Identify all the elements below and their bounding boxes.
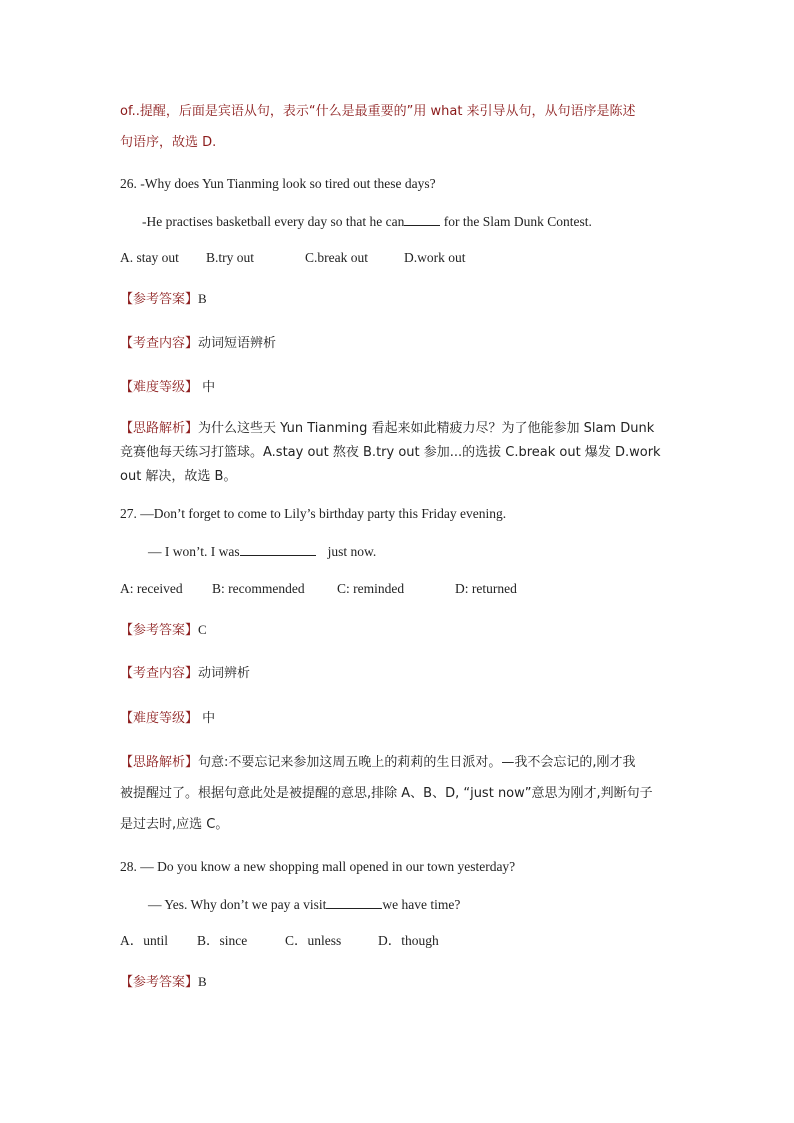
- q26-options: [120, 248, 466, 268]
- q27-blank: [240, 541, 316, 556]
- q27-level: [120, 709, 215, 729]
- q28-question: 28. — Do you know a new shopping mall opened in our town yesterday?: [120, 859, 516, 874]
- q26-level: [120, 378, 215, 398]
- analysis-label: 【思路解析】: [120, 755, 199, 770]
- q26-option-b: B.try out: [206, 250, 255, 265]
- q27-reply: [148, 541, 376, 562]
- q28-options: [120, 931, 439, 951]
- answer-label: 【参考答案】: [120, 975, 199, 990]
- level-value: 中: [198, 380, 216, 395]
- q26-analysis-3: out 解决，故选 B。: [120, 469, 237, 484]
- q28-option-b: B．since: [197, 933, 248, 948]
- level-label: 【难度等级】: [120, 380, 199, 395]
- q26-option-c: C.break out: [305, 250, 368, 265]
- answer-value: C: [198, 622, 207, 637]
- q27-reply-pre: — I won’t. I was: [148, 544, 240, 559]
- intro-line-1: [120, 102, 636, 122]
- q27-option-c: C: reminded: [337, 581, 405, 596]
- topic-value: 动词短语辨析: [198, 336, 277, 351]
- q27-option-b: B: recommended: [212, 581, 305, 596]
- q28-option-d: D．though: [378, 933, 439, 948]
- q26-option-a: A. stay out: [120, 250, 179, 265]
- q27-topic: [120, 664, 250, 684]
- analysis-text: 为什么这些天 Yun Tianming 看起来如此精疲力尽？为了他能参加 Slam Dunk: [198, 421, 655, 436]
- q27-option-a: A: received: [120, 581, 183, 596]
- answer-label: 【参考答案】: [120, 292, 199, 307]
- intro-text-post: 用 what 来引导从句，从句语序是陈述: [413, 104, 636, 119]
- q28-option-a: A．until: [120, 933, 169, 948]
- q27-option-d: D: returned: [455, 581, 517, 596]
- answer-label: 【参考答案】: [120, 623, 199, 638]
- q26-reply-post: for the Slam Dunk Contest.: [440, 214, 592, 229]
- answer-value: B: [198, 291, 207, 306]
- topic-value: 动词辨析: [198, 666, 251, 681]
- topic-label: 【考查内容】: [120, 336, 199, 351]
- analysis-label: 【思路解析】: [120, 421, 199, 436]
- q27-question: 27. —Don’t forget to come to Lily’s birthday party this Friday evening.: [120, 506, 507, 521]
- q28-reply-pre: — Yes. Why don’t we pay a visit: [148, 897, 327, 912]
- q26-reply: [142, 211, 592, 232]
- q27-answer: [120, 620, 207, 641]
- q27-analysis-2: 被提醒过了。根据句意此处是被提醒的意思,排除 A、B、D, “just now”意思为刚才,判断句子: [120, 786, 653, 801]
- q26-option-d: D.work out: [404, 250, 466, 265]
- q27-analysis-3: 是过去时,应选 C。: [120, 817, 229, 832]
- q28-blank: [326, 894, 382, 909]
- q26-question: 26. -Why does Yun Tianming look so tired out these days?: [120, 176, 436, 191]
- q26-answer: [120, 289, 207, 310]
- q26-analysis-2: 竞赛他每天练习打篮球。A.stay out 熬夜 B.try out 参加...的选拔 C.break out 爆发 D.work: [120, 445, 661, 460]
- q28-reply: [148, 894, 460, 915]
- q26-topic: [120, 334, 276, 354]
- q27-reply-post: just now.: [327, 544, 377, 559]
- q27-analysis-1: [120, 753, 636, 773]
- level-label: 【难度等级】: [120, 711, 199, 726]
- q28-reply-post: we have time?: [382, 897, 461, 912]
- topic-label: 【考查内容】: [120, 666, 199, 681]
- analysis-text: 句意:不要忘记来参加这周五晚上的莉莉的生日派对。—我不会忘记的,刚才我: [198, 755, 636, 770]
- intro-quote: “什么是最重要的”: [308, 104, 414, 119]
- intro-text: of..提醒，后面是宾语从句，表示: [120, 104, 309, 119]
- q26-analysis-1: [120, 419, 654, 439]
- intro-line-2: 句语序，故选 D.: [120, 135, 217, 150]
- q28-answer: [120, 972, 207, 993]
- level-value: 中: [198, 711, 216, 726]
- q27-options: [120, 579, 517, 599]
- answer-value: B: [198, 974, 207, 989]
- q26-blank: [404, 211, 440, 226]
- q28-option-c: C．unless: [285, 933, 342, 948]
- q26-reply-pre: -He practises basketball every day so that he can: [142, 214, 405, 229]
